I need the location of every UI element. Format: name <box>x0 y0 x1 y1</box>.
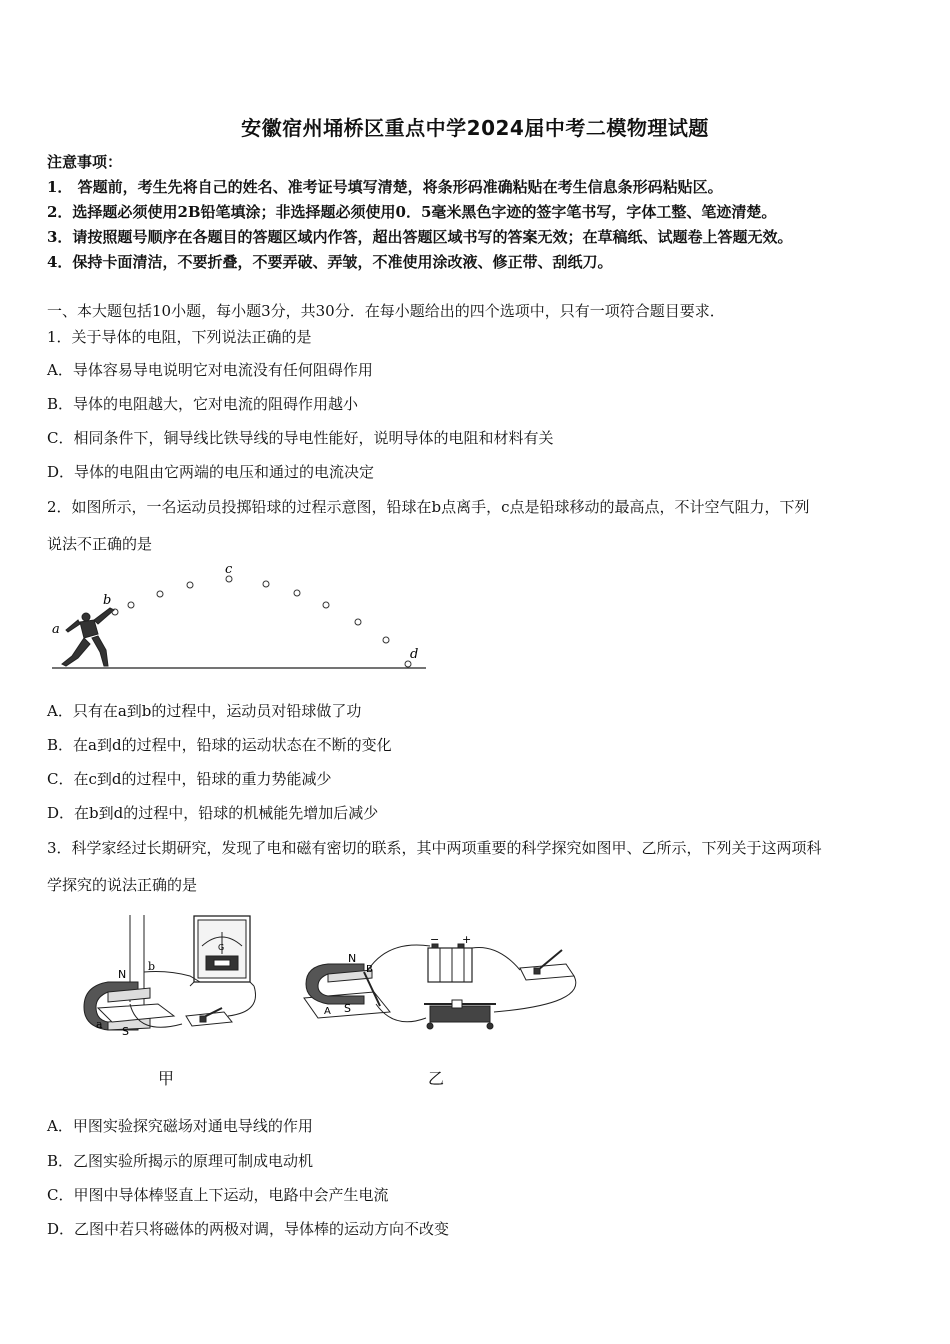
figure-jia <box>78 912 278 1037</box>
horseshoe-magnet <box>306 964 364 1004</box>
fig-jia-a: a <box>96 1018 103 1031</box>
figure-yi <box>298 934 588 1039</box>
q3-option-c: C．甲图中导体棒竖直上下运动，电路中会产生电流 <box>47 1186 389 1204</box>
label-a: a <box>52 622 60 637</box>
fig-jia-b: b <box>148 960 156 973</box>
label-d: d <box>410 647 419 662</box>
q1-stem: 1．关于导体的电阻，下列说法正确的是 <box>47 328 312 346</box>
q1-option-c: C．相同条件下，铜导线比铁导线的导电性能好，说明导体的电阻和材料有关 <box>47 429 554 447</box>
fig-yi-n: N <box>348 952 357 965</box>
fig-yi-minus: − <box>430 934 440 946</box>
trajectory-point <box>405 661 411 667</box>
fig-jia-n: N <box>118 968 127 981</box>
page-title: 安徽宿州埇桥区重点中学2024届中考二模物理试题 <box>241 116 709 140</box>
trajectory-point <box>323 602 329 608</box>
section-heading: 一、本大题包括10小题，每小题3分，共30分．在每小题给出的四个选项中，只有一项符合题目要求． <box>47 302 725 320</box>
fig-yi-plus: + <box>462 934 472 946</box>
fig-yi-s: S <box>344 1002 351 1015</box>
trajectory-point <box>157 591 163 597</box>
trajectory-point <box>187 582 193 588</box>
trajectory-point <box>263 581 269 587</box>
trajectory-point <box>128 602 134 608</box>
q2-option-a: A．只有在a到b的过程中，运动员对铅球做了功 <box>47 702 362 720</box>
q1-option-d: D．导体的电阻由它两端的电压和通过的电流决定 <box>47 463 375 481</box>
q2-option-d: D．在b到d的过程中，铅球的机械能先增加后减少 <box>47 804 379 822</box>
trajectory-points <box>112 576 411 667</box>
q3-stem-line2: 学探究的说法正确的是 <box>47 876 198 894</box>
notice-label: 注意事项： <box>47 153 123 171</box>
notice-item-1: 1． 答题前，考生先将自己的姓名、准考证号填写清楚，将条形码准确粘贴在考生信息条形码粘贴区。 <box>47 178 723 196</box>
shot-put-figure <box>44 560 434 675</box>
label-b: b <box>103 593 112 608</box>
trajectory-point <box>294 590 300 596</box>
notice-item-3: 3．请按照题号顺序在各题目的答题区域内作答，超出答题区域书写的答案无效；在草稿纸、试题卷上答题无效。 <box>47 228 793 246</box>
q1-option-b: B．导体的电阻越大，它对电流的阻碍作用越小 <box>47 395 359 413</box>
q2-stem-line2: 说法不正确的是 <box>47 535 153 553</box>
q2-stem-line1: 2．如图所示，一名运动员投掷铅球的过程示意图，铅球在b点离手，c点是铅球移动的最高点，不计空气阻力，下列 <box>47 498 810 516</box>
fig-yi-a: A <box>324 1006 331 1017</box>
athlete-figure <box>62 608 114 666</box>
q3-stem-line1: 3．科学家经过长期研究，发现了电和磁有密切的联系，其中两项重要的科学探究如图甲、乙所示，下列关于这两项科 <box>47 839 822 857</box>
trajectory-point <box>112 609 118 615</box>
q3-option-d: D．乙图中若只将磁体的两极对调，导体棒的运动方向不改变 <box>47 1220 450 1238</box>
notice-item-4: 4．保持卡面清洁，不要折叠，不要弄破、弄皱，不准使用涂改液、修正带、刮纸刀。 <box>47 253 613 271</box>
label-c: c <box>225 562 233 577</box>
q1-option-a: A．导体容易导电说明它对电流没有任何阻碍作用 <box>47 361 373 379</box>
caption-jia: 甲 <box>158 1069 175 1088</box>
battery <box>428 948 472 982</box>
q3-option-a: A．甲图实验探究磁场对通电导线的作用 <box>47 1117 313 1135</box>
fig-yi-b: B <box>366 964 373 975</box>
trajectory-point <box>383 637 389 643</box>
q3-option-b: B．乙图实验所揭示的原理可制成电动机 <box>47 1152 314 1170</box>
trajectory-point <box>355 619 361 625</box>
q2-option-c: C．在c到d的过程中，铅球的重力势能减少 <box>47 770 332 788</box>
fig-jia-s: S <box>122 1025 129 1037</box>
switch <box>520 964 574 980</box>
notice-item-2: 2．选择题必须使用2B铅笔填涂；非选择题必须使用0．5毫米黑色字迹的签字笔书写，字体工整、笔迹清楚。 <box>47 203 777 221</box>
caption-yi: 乙 <box>428 1069 445 1088</box>
q2-option-b: B．在a到d的过程中，铅球的运动状态在不断的变化 <box>47 736 392 754</box>
fig-jia-g: G <box>218 943 225 952</box>
